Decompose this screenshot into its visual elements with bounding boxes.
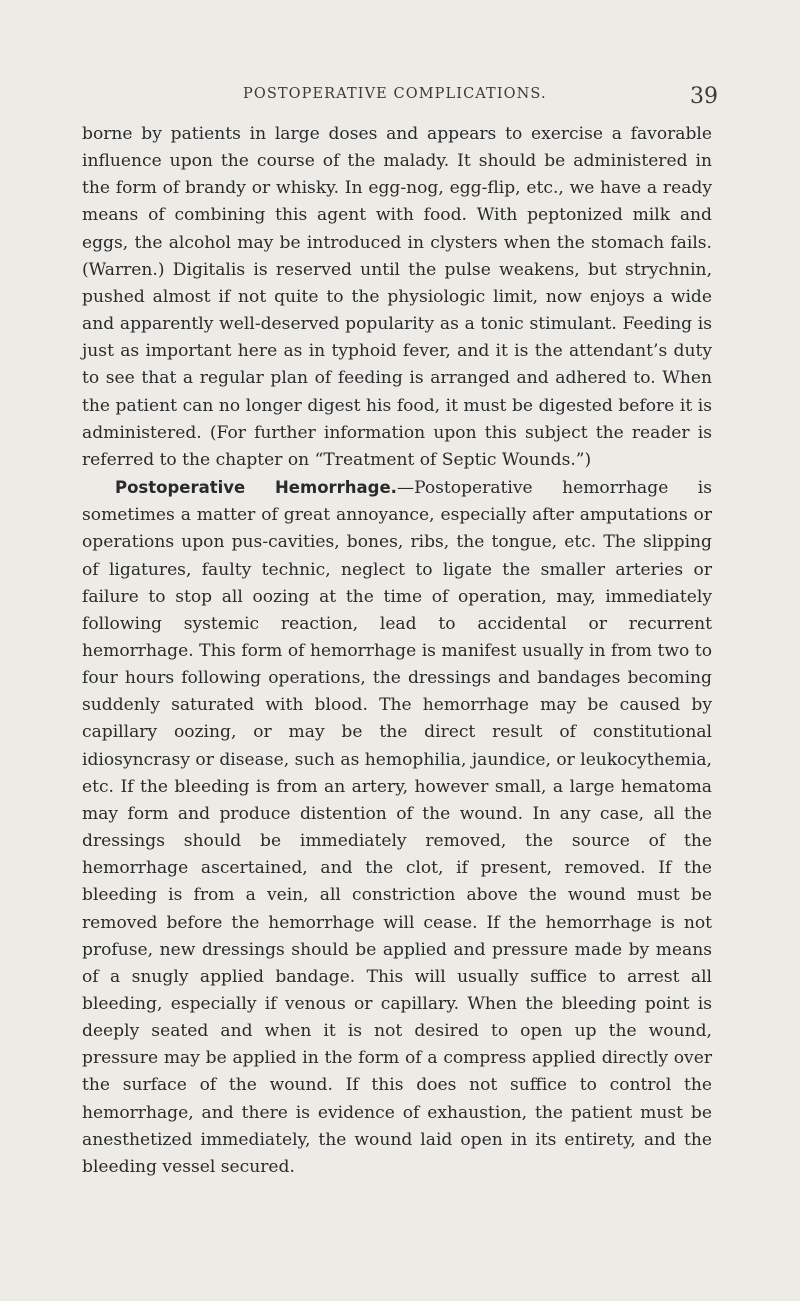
- section-body: —Postoperative hemorrhage is sometimes a matter of great annoyance, especially after amputations or operations upon pus-cavities, bones, ribs, the tongue, etc. The slipping of ligatures, faulty technic, neglect to ligate the smaller arteries or failure to stop all oozing at the time of operation, may, immediately following systemic reaction, lead to accidental or recurrent hemorrhage. This form of hemorrhage is manifest usually in from two to four hours following operations, the dressings and bandages becoming suddenly saturated with blood. The hemorrhage may be caused by capillary oozing, or may be the direct result of constitutional idiosyncrasy or disease, such as hemophilia, jaundice, or leukocythemia, etc. If the bleeding is from an artery, however small, a large hematoma may form and produce distention of the wound. In any case, all the dressings should be immediately removed, the source of the hemorrhage ascertained, and the clot, if present, removed. If the bleeding is from a vein, all constriction above the wound must be removed before the hemorrhage will cease. If the hemorrhage is not profuse, new dressings should be applied and pressure made by means of a snugly applied bandage. This will usually suffice to arrest all bleeding, especially if venous or capillary. When the bleeding point is deeply seated and when it is not desired to open up the wound, pressure may be applied in the form of a compress applied directly over the surface of the wound. If this does not suffice to control the hemorrhage, and there is evidence of exhaustion, the patient must be anesthetized immediately, the wound laid open in its entirety, and the bleeding vessel secured.: [82, 478, 712, 1177]
- section-heading: Postoperative Hemorrhage.: [115, 478, 397, 498]
- hemorrhage-paragraph: [82, 474, 712, 1181]
- running-head: [0, 86, 800, 110]
- body-text: [82, 121, 712, 1181]
- continuation-paragraph: borne by patients in large doses and appears to exercise a favorable influence upon the course of the malady. It should be administered in the form of brandy or whisky. In egg-nog, egg-flip, etc., we have a ready means of combining this agent with food. With peptonized milk and eggs, the alcohol may be introduced in clysters when the stomach fails. (Warren.) Digitalis is reserved until the pulse weakens, but strychnin, pushed almost if not quite to the physiologic limit, now enjoys a wide and apparently well-deserved popularity as a tonic stimulant. Feeding is just as important here as in typhoid fever, and it is the attendant’s duty to see that a regular plan of feeding is arranged and adhered to. When the patient can no longer digest his food, it must be digested before it is administered. (For further information upon this subject the reader is referred to the chapter on “Treatment of Septic Wounds.”): [82, 124, 712, 470]
- running-title: POSTOPERATIVE COMPLICATIONS.: [243, 86, 547, 102]
- page-number: 39: [690, 84, 718, 109]
